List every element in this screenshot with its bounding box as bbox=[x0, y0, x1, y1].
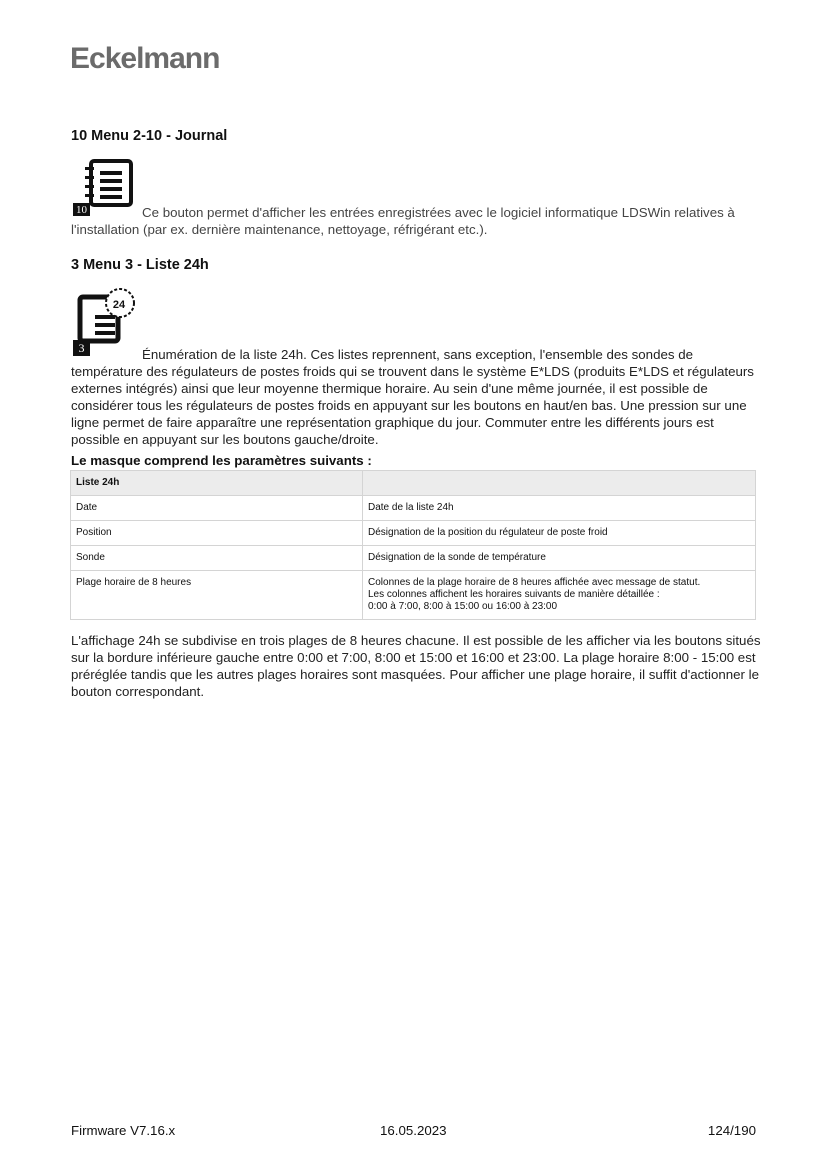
param-description: Désignation de la position du régulateur de poste froid bbox=[363, 521, 756, 546]
param-description: Date de la liste 24h bbox=[363, 496, 756, 521]
company-logo: Eckelmann bbox=[70, 42, 220, 75]
section-heading-list-24h: 3 Menu 3 - Liste 24h bbox=[71, 257, 209, 273]
table-row bbox=[71, 521, 756, 546]
param-name: Position bbox=[71, 521, 363, 546]
display-ranges-description: L'affichage 24h se subdivise en trois plages de 8 heures chacune. Il est possible de les afficher via les boutons situés sur la bordure inférieure gauche entre 0:00 et 7:00, 8:00 et 15:00 et 16:00 et 23:00. La plage horaire 8:00 - 15:00 est préréglée tandis que les autres plages horaires sont masquées. Pour afficher une plage horaire, il suffit d'actionner le bouton correspondant. bbox=[71, 633, 761, 699]
param-name: Plage horaire de 8 heures bbox=[71, 571, 363, 620]
table-header-row bbox=[71, 471, 756, 496]
footer-page-number: 124/190 bbox=[707, 1123, 756, 1138]
table-header-cell: Liste 24h bbox=[71, 471, 363, 496]
footer-firmware: Firmware V7.16.x bbox=[71, 1123, 176, 1138]
param-name: Date bbox=[71, 496, 363, 521]
section-heading-journal: 10 Menu 2-10 - Journal bbox=[71, 128, 228, 144]
param-description: Colonnes de la plage horaire de 8 heures affichée avec message de statut. Les colonnes affichent les horaires suivants de manière détaillée : 0:00 à 7:00, 8:00 à 15:00 ou 16:00 à 23:00 bbox=[363, 571, 756, 620]
table-row bbox=[71, 571, 756, 620]
list-24h-clock-label: 24 bbox=[112, 299, 126, 311]
param-description: Désignation de la sonde de température bbox=[363, 546, 756, 571]
param-name: Sonde bbox=[71, 546, 363, 571]
parameters-table bbox=[70, 470, 756, 620]
table-caption: Le masque comprend les paramètres suivants : bbox=[71, 453, 372, 468]
footer-date: 16.05.2023 bbox=[380, 1123, 447, 1138]
table-row bbox=[71, 496, 756, 521]
list-24h-icon-badge: 3 bbox=[78, 341, 85, 355]
table-header-cell bbox=[363, 471, 756, 496]
table-row bbox=[71, 546, 756, 571]
journal-icon-badge: 10 bbox=[76, 204, 87, 216]
journal-description: Ce bouton permet d'afficher les entrées enregistrées avec le logiciel informatique LDSWin relatives à l'installation (par ex. dernière maintenance, nettoyage, réfrigérant etc.). bbox=[71, 205, 735, 237]
list-24h-description: Énumération de la liste 24h. Ces listes reprennent, sans exception, l'ensemble des sondes de température des régulateurs de postes froids qui se trouvent dans le système E*LDS (produits E*LDS et régulateurs externes intégrés) ainsi que leur moyenne thermique horaire. Au sein d'une même journée, il est possible de considérer tous les régulateurs de postes froids en appuyant sur les boutons en haut/en bas. Une pression sur une ligne permet de faire apparaître une représentation graphique du jour. Commuter entre les différents jours est possible en appuyant sur les boutons gauche/droite. bbox=[71, 347, 754, 447]
